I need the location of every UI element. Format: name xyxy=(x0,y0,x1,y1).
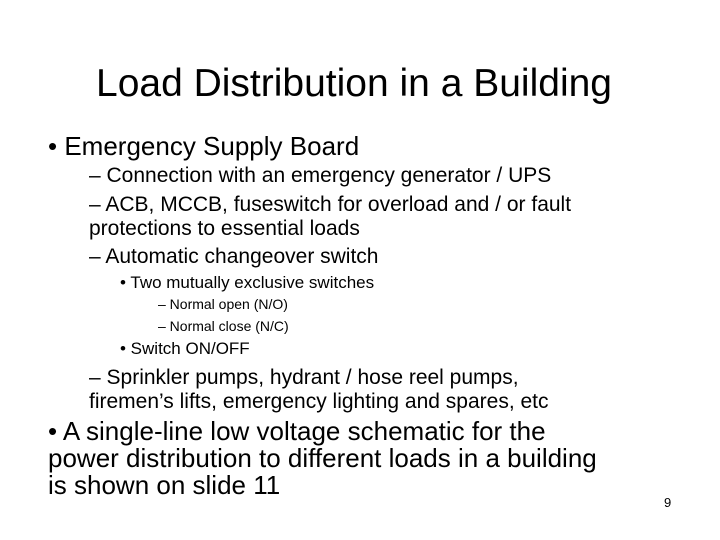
fourth-bullet-normal-close: – Normal close (N/C) xyxy=(158,318,289,334)
slide-title: Load Distribution in a Building xyxy=(96,62,612,105)
bullet-emergency-supply-board: • Emergency Supply Board xyxy=(48,131,360,161)
sub-bullet-acb-line2: protections to essential loads xyxy=(89,217,360,240)
page-number: 9 xyxy=(664,495,672,510)
bullet-schematic-line1: • A single-line low voltage schematic for the xyxy=(48,416,546,446)
sub-bullet-connection: – Connection with an emergency generator / UPS xyxy=(89,164,552,187)
sub-bullet-changeover: – Automatic changeover switch xyxy=(89,245,379,268)
sub-bullet-sprinkler-line2: firemen’s lifts, emergency lighting and spares, etc xyxy=(89,390,549,413)
bullet-schematic-line3: is shown on slide 11 xyxy=(48,470,281,500)
sub-bullet-acb-line1: – ACB, MCCB, fuseswitch for overload and / or fault xyxy=(89,193,572,216)
fourth-bullet-normal-open: – Normal open (N/O) xyxy=(158,296,288,312)
bullet-schematic-line2: power distribution to different loads in a building xyxy=(48,443,597,473)
third-bullet-switch-on-off: • Switch ON/OFF xyxy=(120,339,250,358)
third-bullet-two-switches: • Two mutually exclusive switches xyxy=(120,273,375,292)
sub-bullet-sprinkler-line1: – Sprinkler pumps, hydrant / hose reel pumps, xyxy=(89,366,519,389)
